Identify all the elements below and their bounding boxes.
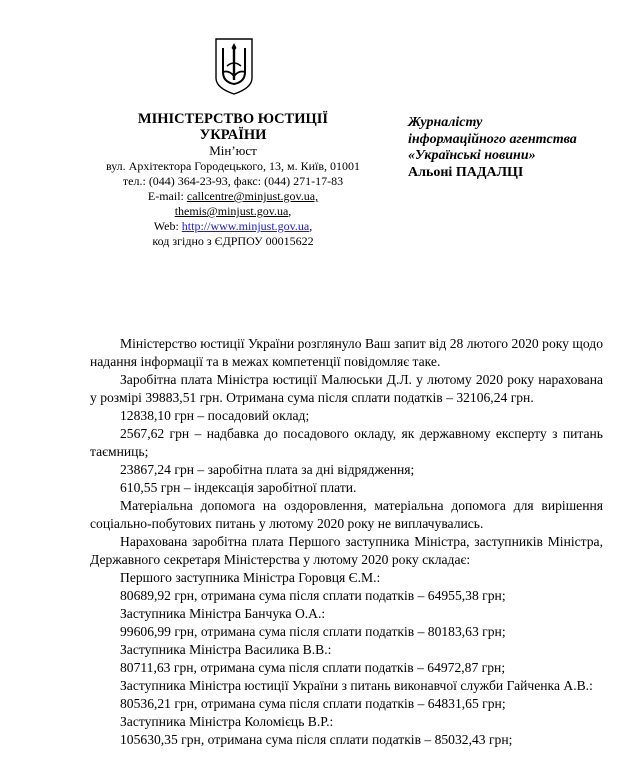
email2-suffix: , xyxy=(288,204,292,218)
paragraph-first-deputy-sum: 80689,92 грн, отримана сума після сплати податків – 64955,38 грн; xyxy=(120,588,506,603)
recipient-name: Альоні ПАДАЛЦІ xyxy=(408,164,524,180)
sender-block xyxy=(60,111,406,249)
paragraph-deputy-haichenko: Заступника Міністра юстиції України з питань виконавчої служби Гайченка А.В.: xyxy=(120,678,593,693)
paragraph-deputy-vasylyk: Заступника Міністра Василика В.В.: xyxy=(120,642,332,657)
email-link-callcentre[interactable]: callcentre@minjust.gov.ua, xyxy=(186,189,319,203)
paragraph-deputy-banchuk-sum: 99606,99 грн, отримана сума після сплати податків – 80183,63 грн; xyxy=(120,624,506,639)
paragraph-deputy-banchuk: Заступника Міністра Банчука О.А.: xyxy=(120,606,326,621)
ministry-title-line2: УКРАЇНИ xyxy=(199,127,267,143)
paragraph-deputy-kolomiets-sum: 105630,35 грн, отримана сума після сплати податків – 85032,43 грн; xyxy=(120,732,513,747)
paragraph-trip-pay: 23867,24 грн – заробітна плата за дні відрядження; xyxy=(120,462,415,477)
email-line-2 xyxy=(60,204,406,219)
phones: тел.: (044) 364-23-93, факс: (044) 271-17-83 xyxy=(122,174,344,188)
recipient-line-3: «Українські новини» xyxy=(408,148,536,163)
paragraph-deputies-intro: Нарахована заробітна плата Першого заступника Міністра, заступників Міністра, Державного секретаря Міністерства у лютому 2020 року складає: xyxy=(90,534,603,567)
web-prefix: Web: xyxy=(153,219,182,233)
ministry-short-name: Мін’юст xyxy=(209,143,257,158)
paragraph-deputy-vasylyk-sum: 80711,63 грн, отримана сума після сплати податків – 64972,87 грн; xyxy=(120,660,506,675)
email-line-1 xyxy=(60,189,406,204)
web-line xyxy=(60,219,406,234)
paragraph-intro: Міністерство юстиції України розглянуло Ваш запит від 28 лютого 2020 року щодо надання інформації та в межах компетенції повідомляє таке. xyxy=(90,336,603,369)
edrpou-code: код згідно з ЄДРПОУ 00015622 xyxy=(152,234,314,248)
recipient-line-1: Журналісту xyxy=(408,115,483,130)
email-prefix: E-mail: xyxy=(147,189,187,203)
recipient-line-2: інформаційного агентства xyxy=(408,131,577,147)
recipient-block xyxy=(408,115,628,181)
paragraph-minister-salary: Заробітна плата Міністра юстиції Малюськи Д.Л. у лютому 2020 року нарахована у розмірі 39883,51 грн. Отримана сума після сплати податків – 32106,24 грн. xyxy=(90,372,603,405)
ministry-title-line1: МІНІСТЕРСТВО ЮСТИЦІЇ xyxy=(137,111,329,127)
paragraph-indexation: 610,55 грн – індексація заробітної плати. xyxy=(120,480,357,495)
letter-body xyxy=(90,335,603,749)
paragraph-deputy-haichenko-sum: 80536,21 грн, отримана сума після сплати податків – 64831,65 грн; xyxy=(120,696,506,711)
paragraph-deputy-kolomiets: Заступника Міністра Коломієць В.Р.: xyxy=(120,714,334,729)
web-suffix: , xyxy=(309,219,313,233)
email-link-themis[interactable]: themis@minjust.gov.ua xyxy=(174,204,289,218)
address: вул. Архітектора Городецького, 13, м. Київ, 01001 xyxy=(105,159,361,173)
paragraph-base-salary: 12838,10 грн – посадовий оклад; xyxy=(120,408,310,423)
web-link[interactable]: http://www.minjust.gov.ua xyxy=(181,219,310,233)
paragraph-material-aid: Матеріальна допомога на оздоровлення, матеріальна допомога для вирішення соціально-побутових питань у лютому 2020 року не виплачувались. xyxy=(90,498,603,531)
paragraph-expert-bonus: 2567,62 грн – надбавка до посадового окладу, як державному експерту з питань таємниць; xyxy=(90,426,603,459)
paragraph-first-deputy: Першого заступника Міністра Горовця Є.М.: xyxy=(120,570,381,585)
coat-of-arms-trident-icon xyxy=(212,36,256,96)
